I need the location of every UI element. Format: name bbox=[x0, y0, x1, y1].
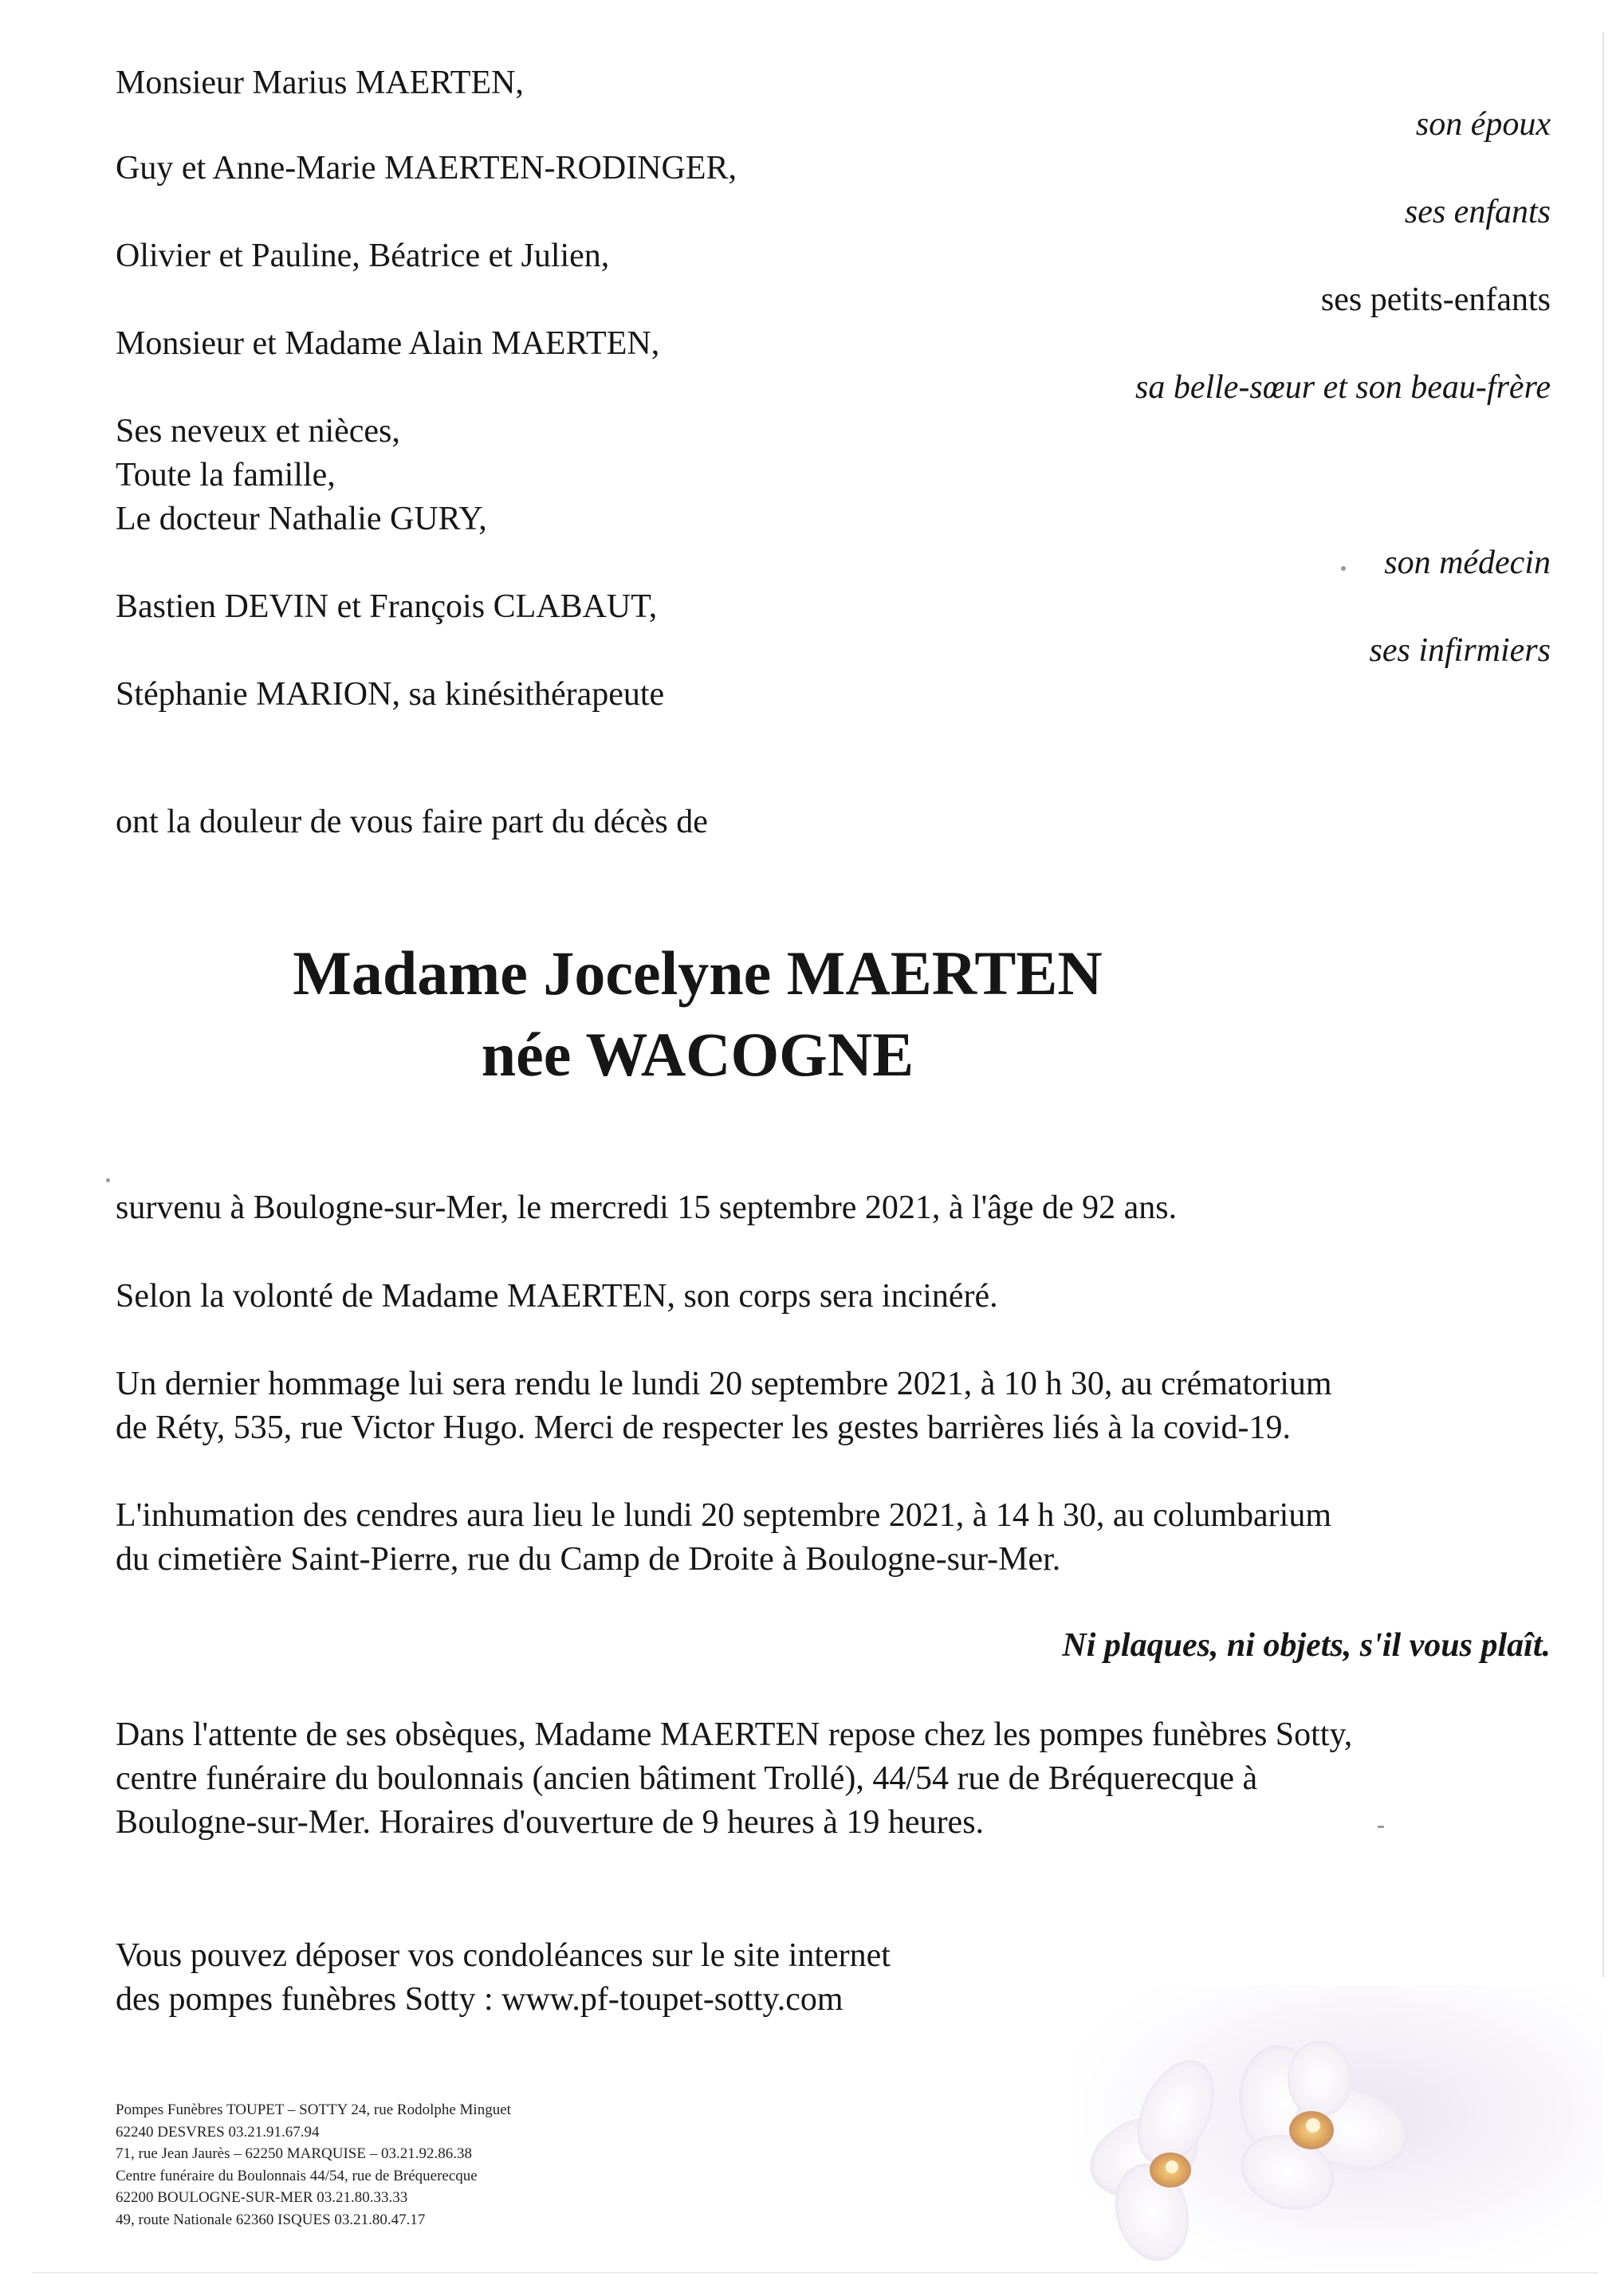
death-paragraph: survenu à Boulogne-sur-Mer, le mercredi 15 septembre 2021, à l'âge de 92 ans. bbox=[116, 1189, 1178, 1226]
family-relation-3: ses petits-enfants bbox=[1320, 281, 1551, 318]
family-name-4: Monsieur et Madame Alain MAERTEN, bbox=[116, 325, 660, 362]
condolences-line-2: des pompes funèbres Sotty : www.pf-toupet-sotty.com bbox=[116, 1981, 843, 2018]
no-flowers-note: Ni plaques, ni objets, s'il vous plaît. bbox=[1062, 1627, 1551, 1664]
family-relation-2: ses enfants bbox=[1404, 194, 1551, 230]
family-relation-4: sa belle-sœur et son beau-frère bbox=[1134, 369, 1551, 406]
deceased-maiden-name: née WACOGNE bbox=[481, 1020, 914, 1089]
scan-speck bbox=[1378, 1826, 1384, 1828]
family-relation-1: son époux bbox=[1415, 106, 1551, 143]
other-line-1: Ses neveux et nièces, bbox=[116, 413, 400, 450]
tribute-line-1: Un dernier hommage lui sera rendu le lundi 20 septembre 2021, à 10 h 30, au crématorium bbox=[116, 1366, 1332, 1402]
physio-line: Stéphanie MARION, sa kinésithérapeute bbox=[116, 676, 665, 713]
rest-line-3: Boulogne-sur-Mer. Horaires d'ouverture de 9 heures à 19 heures. bbox=[116, 1804, 985, 1841]
bottom-edge-line bbox=[32, 2272, 1598, 2274]
footer-line: Centre funéraire du Boulonnais 44/54, rue de Bréquerecque bbox=[116, 2167, 478, 2184]
nurses-name: Bastien DEVIN et François CLABAUT, bbox=[116, 588, 658, 625]
family-name-1: Monsieur Marius MAERTEN, bbox=[116, 65, 524, 101]
family-name-3: Olivier et Pauline, Béatrice et Julien, bbox=[116, 238, 610, 274]
family-name-2: Guy et Anne-Marie MAERTEN-RODINGER, bbox=[116, 150, 737, 187]
deceased-name: Madame Jocelyne MAERTEN bbox=[293, 938, 1103, 1008]
footer-line: 62200 BOULOGNE-SUR-MER 03.21.80.33.33 bbox=[116, 2189, 408, 2206]
footer-line: 71, rue Jean Jaurès – 62250 MARQUISE – 03.21.92.86.38 bbox=[116, 2145, 472, 2162]
footer-line: Pompes Funèbres TOUPET – SOTTY 24, rue Rodolphe Minguet bbox=[116, 2101, 511, 2118]
burial-line-1: L'inhumation des cendres aura lieu le lundi 20 septembre 2021, à 14 h 30, au columbarium bbox=[116, 1497, 1332, 1534]
scan-speck bbox=[106, 1178, 110, 1182]
announcement-line: ont la douleur de vous faire part du décès de bbox=[116, 804, 708, 840]
wish-paragraph: Selon la volonté de Madame MAERTEN, son corps sera incinéré. bbox=[116, 1278, 998, 1315]
scan-speck bbox=[1341, 566, 1346, 571]
rest-line-2: centre funéraire du boulonnais (ancien bâtiment Trollé), 44/54 rue de Bréquerecque à bbox=[116, 1760, 1258, 1797]
doctor-relation: son médecin bbox=[1384, 545, 1551, 581]
right-edge-line bbox=[1602, 32, 1604, 1977]
rest-line-1: Dans l'attente de ses obsèques, Madame MAERTEN repose chez les pompes funèbres Sotty, bbox=[116, 1716, 1353, 1753]
funeral-home-footer bbox=[116, 2099, 511, 2231]
nurses-relation: ses infirmiers bbox=[1369, 632, 1551, 669]
condolences-line-1: Vous pouvez déposer vos condoléances sur le site internet bbox=[116, 1937, 891, 1974]
other-line-2: Toute la famille, bbox=[116, 457, 336, 493]
tribute-line-2: de Réty, 535, rue Victor Hugo. Merci de respecter les gestes barrières liés à la covid-19. bbox=[116, 1409, 1291, 1446]
other-line-3: Le docteur Nathalie GURY, bbox=[116, 501, 487, 537]
burial-line-2: du cimetière Saint-Pierre, rue du Camp de Droite à Boulogne-sur-Mer. bbox=[116, 1541, 1061, 1578]
footer-line: 49, route Nationale 62360 ISQUES 03.21.80.47.17 bbox=[116, 2211, 426, 2228]
footer-line: 62240 DESVRES 03.21.91.67.94 bbox=[116, 2123, 320, 2141]
orchid-flowers-image bbox=[1076, 1985, 1602, 2272]
